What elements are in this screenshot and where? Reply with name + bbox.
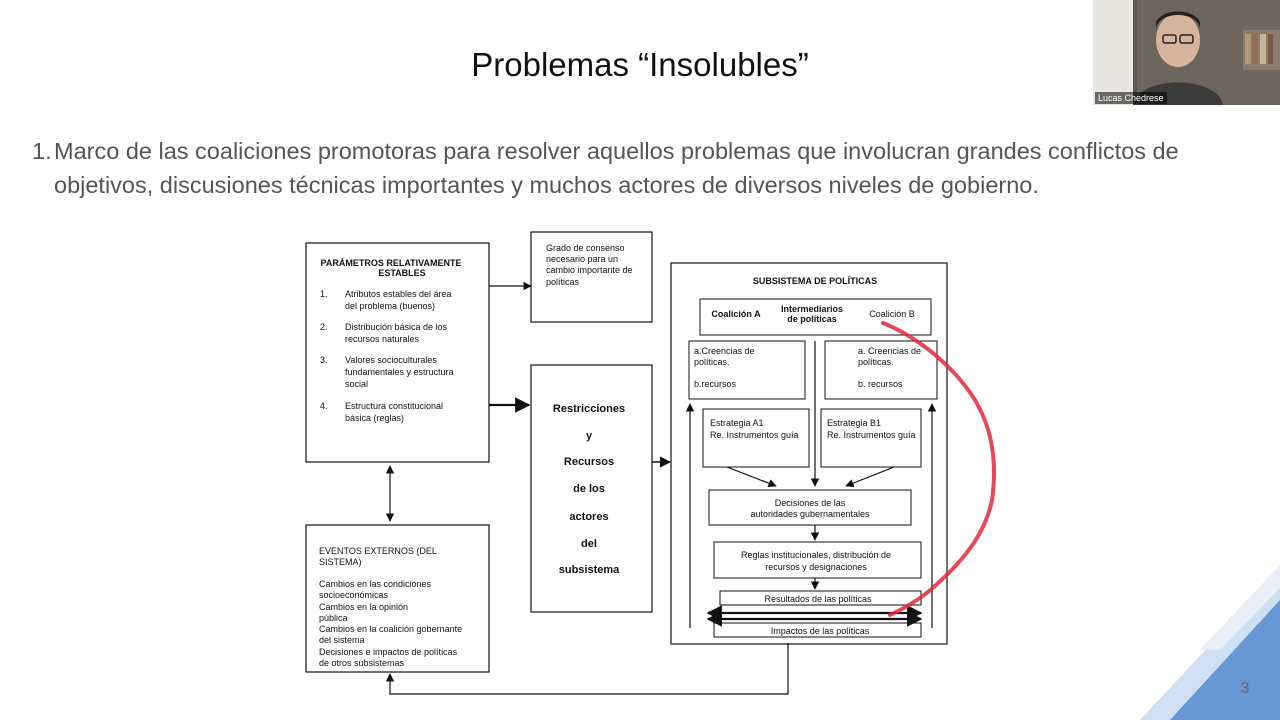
impacts: Impactos de las políticas: [770, 626, 870, 636]
params-item-3-l1: Valores socioculturales: [345, 355, 437, 365]
intermediaries-l2: de políticas: [787, 314, 837, 324]
params-item-1-l1: Atributos estables del área: [345, 289, 452, 299]
participant-video-frame: [1093, 0, 1280, 105]
params-item-3-l3: social: [345, 379, 369, 389]
beliefs-b-l1: a. Creencias de: [858, 346, 922, 356]
params-item-3-num: 3.: [320, 355, 328, 365]
external-l6: del sistema: [319, 635, 365, 645]
params-item-1-l2: del problema (buenos): [345, 301, 436, 311]
coalition-b: Coalición B: [869, 309, 915, 319]
page-number: 3: [1240, 680, 1250, 697]
external-title-1: EVENTOS EXTERNOS (DEL: [319, 546, 437, 556]
params-item-4-l1: Estructura constitucional: [345, 401, 444, 411]
consensus-l1: Grado de consenso: [546, 243, 625, 253]
external-l5: Cambios en la coalición gobernante: [319, 624, 463, 634]
consensus-l3: cambio importante de: [546, 265, 633, 275]
strategy-b-l1: Estrategia B1: [827, 418, 882, 428]
restrictions-l5: actores: [569, 511, 609, 523]
rules-l1: Reglas institucionales, distribución de: [740, 550, 892, 560]
external-events-box: [306, 525, 489, 672]
external-l3: Cambios en la opinión: [319, 602, 409, 612]
strategy-b-l2: Re. Instrumentos guía: [827, 430, 916, 440]
params-item-2-num: 2.: [320, 322, 328, 332]
params-item-4-num: 4.: [320, 401, 328, 411]
restrictions-l2: y: [585, 430, 593, 442]
external-l1: Cambios en las condiciones: [319, 579, 432, 589]
params-item-1-num: 1.: [320, 289, 328, 299]
beliefs-a-l1: a.Creencias de: [694, 346, 755, 356]
participant-video[interactable]: [1093, 0, 1280, 105]
bullet-text: Marco de las coaliciones promotoras para resolver aquellos problemas que involucran grandes conflictos de objetivos, discusiones técnicas importantes y muchos actores de diversos niveles de gobierno.: [54, 138, 1179, 198]
params-item-3-l2: fundamentales y estructura: [345, 367, 454, 377]
strategy-a-l1: Estrategia A1: [710, 418, 764, 428]
beliefs-b-l2: políticas.: [858, 357, 894, 367]
params-item-4-l2: básica (reglas): [345, 413, 405, 423]
external-l7: Decisiones e impactos de políticas: [319, 647, 458, 657]
params-box: [306, 243, 489, 462]
beliefs-a-l2: políticas.: [694, 357, 730, 367]
restrictions-box: [531, 365, 652, 612]
consensus-box: [531, 232, 652, 322]
consensus-l4: políticas: [546, 277, 580, 287]
slide-title: Problemas “Insolubles”: [471, 46, 809, 83]
results: Resultados de las políticas: [764, 594, 872, 604]
restrictions-l7: subsistema: [558, 564, 620, 576]
restrictions-l4: de los: [573, 483, 605, 495]
decisions-l1: Decisiones de las: [774, 498, 846, 508]
external-title-2: SISTEMA): [319, 557, 362, 567]
resources-b: b. recursos: [858, 379, 903, 389]
params-title-2: ESTABLES: [378, 268, 426, 278]
restrictions-l3: Recursos: [563, 456, 615, 468]
intermediaries-l1: Intermediarios: [780, 304, 844, 314]
rules-l2: recursos y designaciones: [765, 562, 867, 572]
strategy-a-l2: Re. Instrumentos guía: [710, 430, 799, 440]
resources-a: b.recursos: [694, 379, 737, 389]
external-l8: de otros subsistemas: [319, 658, 405, 668]
external-l4: pública: [319, 613, 348, 623]
subsystem-box: [671, 263, 947, 644]
restrictions-l1: Restricciones: [552, 403, 626, 415]
bullet-number: 1.: [32, 138, 52, 164]
restrictions-l6: del: [581, 538, 597, 550]
coalition-a: Coalición A: [711, 309, 761, 319]
params-item-2-l2: recursos naturales: [345, 334, 420, 344]
consensus-l2: necesario para un: [546, 254, 619, 264]
params-title-1: PARÁMETROS RELATIVAMENTE: [320, 258, 462, 268]
subsystem-title: SUBSISTEMA DE POLÍTICAS: [752, 276, 878, 286]
external-l2: socioeconómicas: [319, 590, 389, 600]
decisions-l2: autoridades gubernamentales: [750, 509, 870, 519]
params-item-2-l1: Distribución básica de los: [345, 322, 448, 332]
participant-name: Lucas Chedrese: [1095, 92, 1167, 104]
